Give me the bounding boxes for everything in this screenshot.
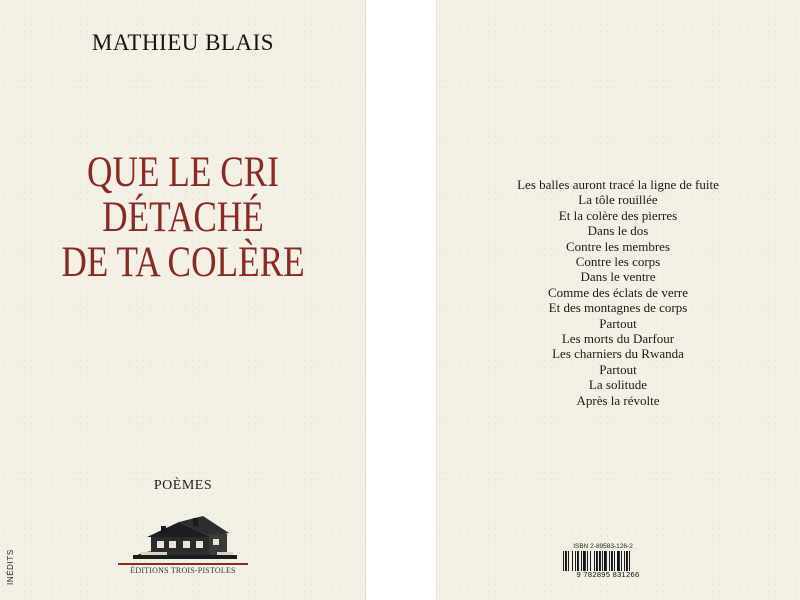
front-cover	[0, 0, 366, 600]
poem-line: Partout	[599, 361, 637, 377]
book-title	[33, 150, 333, 285]
title-line: QUE LE CRI	[87, 149, 279, 196]
title-line: DÉTACHÉ	[102, 194, 264, 241]
genre-label: POÈMES	[153, 478, 213, 493]
collection-label: INÉDITS	[6, 549, 15, 585]
publisher-name: ÉDITIONS TROIS-PISTOLES	[118, 563, 248, 575]
barcode-icon	[563, 551, 653, 571]
poem-excerpt	[436, 177, 800, 408]
poem-line: Les balles auront tracé la ligne de fuite	[517, 177, 719, 192]
poem-line: Partout	[599, 315, 637, 331]
back-cover	[436, 0, 800, 600]
isbn-label: ISBN 2-89583-126-2	[573, 543, 633, 550]
poem-line: La solitude	[588, 377, 648, 393]
poem-line: Et la colère des pierres	[558, 207, 678, 223]
poem-line: Dans le ventre	[580, 269, 656, 285]
poem-line: Les morts du Darfour	[561, 331, 675, 347]
title-line: DE TA COLÈRE	[61, 239, 305, 286]
poem-line: Contre les corps	[575, 254, 661, 270]
author-name: MATHIEU BLAIS	[91, 30, 275, 55]
poem-line: Dans le dos	[587, 223, 649, 239]
poem-line: Les charniers du Rwanda	[552, 346, 684, 362]
poem-line: Contre les membres	[566, 238, 670, 254]
barcode-digits: 9 782895 831266	[576, 570, 640, 579]
poem-line: Et des montagnes de corps	[548, 300, 688, 316]
poem-line: La tôle rouillée	[578, 192, 658, 208]
poem-line: Après la révolte	[576, 392, 660, 408]
house-icon	[133, 512, 237, 562]
poem-line: Comme des éclats de verre	[547, 284, 689, 300]
